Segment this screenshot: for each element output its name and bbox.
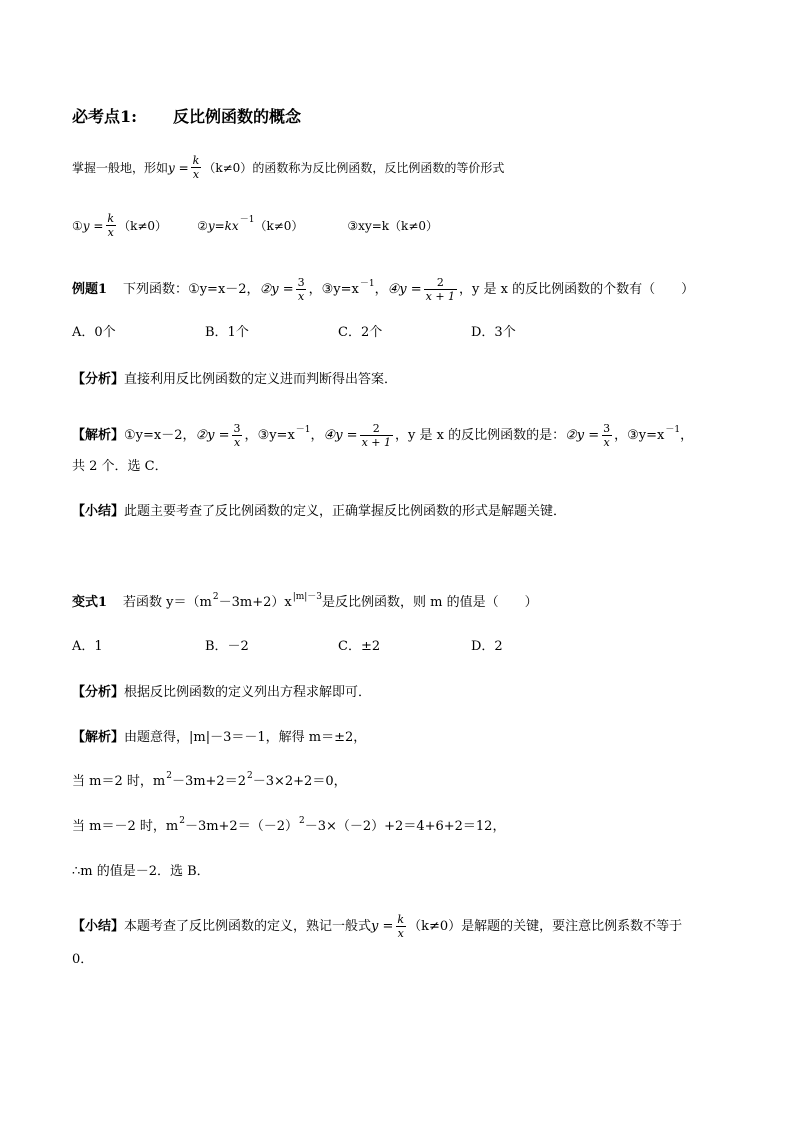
line3-part-b: －3m+2＝（－2） <box>184 819 298 834</box>
line3-exp-1: 2 <box>179 816 185 826</box>
option-c: C．2个 <box>338 325 383 340</box>
option-b: B．1个 <box>205 325 249 340</box>
line2-part-b: －3m+2＝2 <box>171 774 246 789</box>
line3-part-a: 当 m＝－2 时，m <box>72 819 179 834</box>
fraction-numerator: k <box>107 212 115 225</box>
section-title <box>72 108 301 126</box>
solution-line1: 由题意得，|m|－3＝－1，解得 m＝±2， <box>124 730 367 745</box>
variant1-q-pre: 若函数 y＝（m <box>123 595 212 610</box>
example1-question <box>72 276 694 303</box>
variant1-exponent-1: 2 <box>212 592 219 602</box>
variant1-analysis <box>72 684 371 702</box>
variant1-label: 变式1 <box>72 595 108 610</box>
section-label: 必考点1: <box>72 107 138 126</box>
intro-paragraph <box>72 154 504 181</box>
solution-part-2: ②y = <box>195 427 230 443</box>
summary-fraction <box>395 913 406 940</box>
summary-y: y = <box>371 918 394 934</box>
fraction-numerator: 3 <box>297 276 305 289</box>
solution-mid: ，y 是 x 的反比例函数的是： <box>395 427 566 443</box>
solution-sep-4: ， <box>680 427 694 443</box>
intro-condition: （k≠0） <box>203 160 253 175</box>
form-3 <box>347 217 438 235</box>
solution-sep-3: ， <box>614 427 628 443</box>
line3-part-c: －3×（－2）+2＝4+6+2＝12， <box>304 819 506 834</box>
fraction-denominator: x <box>297 290 305 303</box>
example1-q-post: ，y 是 x 的反比例函数的个数有（ ） <box>459 281 695 297</box>
summary-label: 【小结】 <box>72 504 125 519</box>
form-1-number: ① <box>72 218 83 233</box>
example1-c2-sep: ， <box>308 281 322 297</box>
variant1-solution-line3 <box>72 818 505 836</box>
form-3-number: ③ <box>347 218 359 233</box>
example1-c3-exponent: －1 <box>359 278 375 289</box>
option-b: B．－2 <box>205 639 249 654</box>
fraction-denominator: x + 1 <box>425 290 456 303</box>
form-1-condition: （k≠0） <box>118 218 168 233</box>
fraction-denominator: x <box>233 436 241 449</box>
option-a: A．1 <box>72 639 103 654</box>
option-c: C．±2 <box>338 639 381 654</box>
solution-part-5: ②y = <box>565 427 600 443</box>
line4-text: ∴m 的值是－2．选 B． <box>72 864 210 879</box>
analysis-text: 直接利用反比例函数的定义进而判断得出答案． <box>124 372 398 387</box>
variant1-question <box>72 594 538 612</box>
intro-fraction <box>191 154 202 181</box>
solution-sep-2: ， <box>310 427 324 443</box>
example1-analysis <box>72 371 397 389</box>
variant1-solution <box>72 729 366 747</box>
form-2-expr: y=kx <box>207 218 239 233</box>
variant1-options <box>72 638 604 656</box>
form-1 <box>72 212 167 239</box>
variant1-solution-line2 <box>72 773 347 791</box>
summary-pre: 本题考查了反比例函数的定义，熟记一般式 <box>124 918 372 934</box>
line3-exp-2: 2 <box>298 816 305 826</box>
analysis-label: 【分析】 <box>72 685 125 700</box>
solution-fraction-1 <box>232 422 243 449</box>
equivalent-forms <box>72 212 438 239</box>
fraction-numerator: k <box>192 154 200 167</box>
example1-solution-line2 <box>72 458 168 476</box>
solution-fraction-3 <box>601 422 612 449</box>
example1-choice-1: ①y=x－2， <box>188 281 260 297</box>
example1-q-pre: 下列函数： <box>123 281 189 297</box>
line2-exp-1: 2 <box>166 771 172 781</box>
example1-label: 例题1 <box>72 281 108 297</box>
fraction-numerator: 3 <box>603 422 611 435</box>
variant1-summary-line2 <box>72 951 93 969</box>
analysis-label: 【分析】 <box>72 372 125 387</box>
solution-label: 【解析】 <box>72 730 125 745</box>
fraction-denominator: x <box>397 927 404 940</box>
summary-label: 【小结】 <box>72 918 125 934</box>
fraction-numerator: 3 <box>233 422 241 435</box>
example1-c4-fraction <box>424 276 457 303</box>
fraction-numerator: 2 <box>372 422 380 435</box>
variant1-summary <box>72 913 682 940</box>
line2-part-a: 当 m＝2 时，m <box>72 774 166 789</box>
section-heading: 反比例函数的概念 <box>173 107 302 126</box>
solution-part-4: ④y = <box>323 427 358 443</box>
intro-text: 掌握一般地，形如 <box>72 160 169 175</box>
solution-line2-text: 共 2 个．选 C． <box>72 459 168 474</box>
example1-choice-3: ③y=x <box>321 281 359 297</box>
example1-c2-fraction <box>296 276 307 303</box>
summary-text: 此题主要考查了反比例函数的定义，正确掌握反比例函数的形式是解题关键． <box>124 504 567 519</box>
example1-c3-sep: ， <box>374 281 388 297</box>
form-1-y: y = <box>82 218 104 233</box>
example1-summary <box>72 503 566 521</box>
solution-exponent-1: －1 <box>295 424 311 435</box>
variant1-solution-line4 <box>72 863 210 881</box>
fraction-denominator: x <box>192 168 200 181</box>
variant1-exponent-2: |m|－3 <box>292 592 323 602</box>
form-3-expr: xy=k <box>358 218 390 233</box>
fraction-denominator: x <box>107 226 114 239</box>
summary-post: （k≠0）是解题的关键，要注意比例系数不等于 <box>408 918 683 934</box>
solution-fraction-2 <box>360 422 393 449</box>
solution-sep-1: ， <box>244 427 258 443</box>
example1-solution <box>72 422 693 449</box>
form-2-number: ② <box>197 218 208 233</box>
option-d: D．3个 <box>471 325 516 340</box>
option-a: A．0个 <box>72 325 116 340</box>
fraction-numerator: 2 <box>436 276 444 289</box>
form-2-exponent: －1 <box>239 214 255 225</box>
intro-text-post: 的函数称为反比例函数，反比例函数的等价形式 <box>252 160 505 175</box>
line2-exp-2: 2 <box>246 771 253 781</box>
form-1-fraction <box>105 212 116 239</box>
fraction-denominator: x + 1 <box>361 436 391 449</box>
option-d: D．2 <box>471 639 503 654</box>
form-2 <box>197 214 304 235</box>
summary-line2-text: 0． <box>72 952 94 967</box>
line2-part-c: －3×2+2＝0， <box>252 774 347 789</box>
solution-label: 【解析】 <box>72 427 125 443</box>
solution-part-3: ③y=x <box>257 427 295 443</box>
example1-choice-2: ②y = <box>259 281 294 297</box>
variant1-q-mid: －3m+2）x <box>218 595 292 610</box>
fraction-numerator: k <box>397 913 405 926</box>
example1-choice-4: ④y = <box>387 281 422 297</box>
solution-part-1: ①y=x－2， <box>124 427 196 443</box>
form-3-condition: （k≠0） <box>389 218 439 233</box>
example1-options <box>72 324 604 342</box>
intro-y: y = <box>168 160 189 175</box>
solution-part-6: ③y=x <box>627 427 665 443</box>
analysis-text: 根据反比例函数的定义列出方程求解即可． <box>124 685 372 700</box>
solution-exponent-2: －1 <box>665 424 681 435</box>
form-2-condition: （k≠0） <box>254 218 304 233</box>
fraction-denominator: x <box>603 436 610 449</box>
variant1-q-post: 是反比例函数，则 m 的值是（ ） <box>322 595 538 610</box>
